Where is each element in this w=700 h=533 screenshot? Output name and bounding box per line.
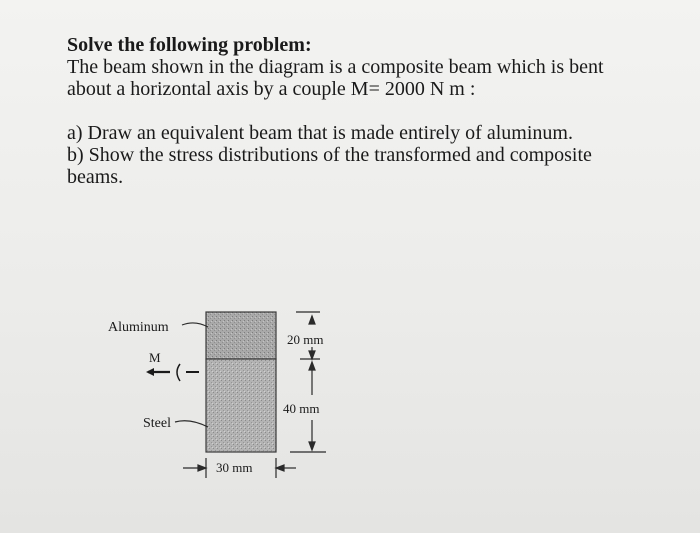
moment-label: M [149, 350, 161, 365]
steel-label: Steel [143, 416, 171, 431]
part-b-line-2: beams. [67, 166, 124, 188]
dim-bottom-label: 40 mm [283, 401, 320, 416]
problem-heading: Solve the following problem: [67, 34, 312, 56]
aluminum-leader-line [182, 323, 208, 327]
steel-section [206, 359, 276, 452]
moment-arrow-icon [146, 364, 199, 381]
part-b-line-1: b) Show the stress distributions of the transformed and composite [67, 144, 592, 166]
statement-line-2: about a horizontal axis by a couple M= 2000 N m : [67, 78, 476, 100]
statement-line-1: The beam shown in the diagram is a composite beam which is bent [67, 56, 604, 78]
dim-top-label: 20 mm [287, 332, 324, 347]
aluminum-label: Aluminum [108, 320, 169, 335]
aluminum-section [206, 312, 276, 359]
steel-leader-line [175, 421, 208, 427]
dim-width-label: 30 mm [216, 460, 253, 475]
part-a: a) Draw an equivalent beam that is made entirely of aluminum. [67, 122, 573, 144]
